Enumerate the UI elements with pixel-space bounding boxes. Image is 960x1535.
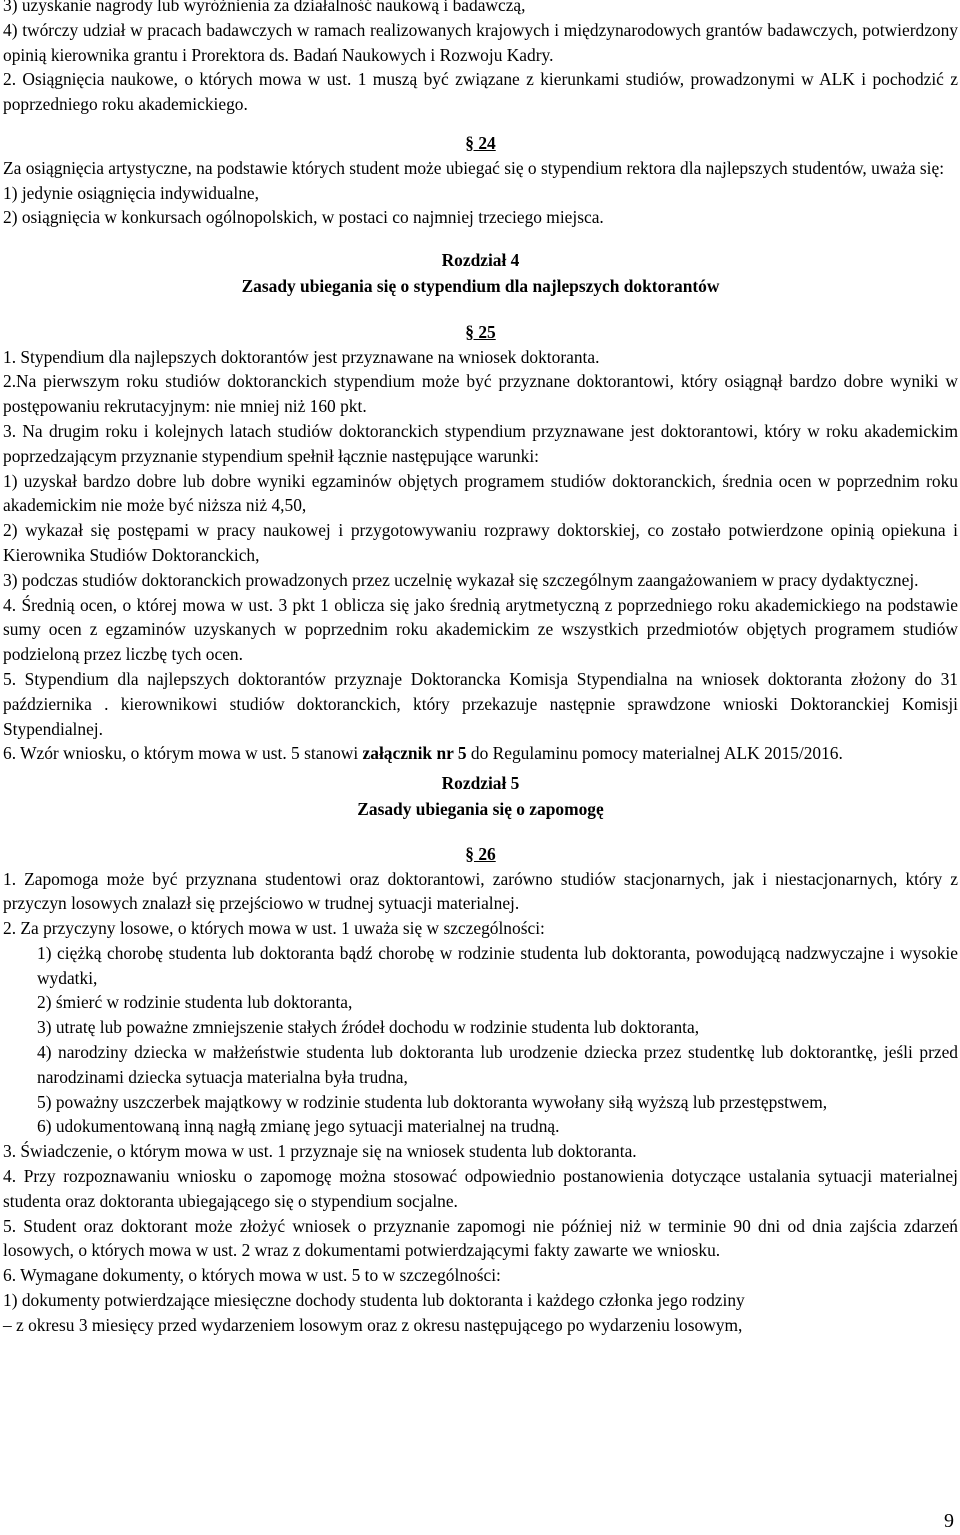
list-item: 3) uzyskanie nagrody lub wyróżnienia za działalność naukową i badawczą,	[3, 0, 526, 15]
list-item: 4) twórczy udział w pracach badawczych w ramach realizowanych krajowych i międzynarodowych grantów badawczych, potwierdzony opinią kierownika grantu i Prorektora ds. Badań Naukowych i Rozwoju Kadry.	[3, 19, 958, 65]
chapter-title: Rozdział 4	[441, 250, 520, 271]
paragraph: 1. Zapomoga może być przyznana studentowi oraz doktorantowi, zarówno studiów stacjonarnych, jak i niestacjonarnych, który z przyczyn losowych znalazł się przejściowo w trudnej sytuacji materialnej.	[3, 868, 958, 914]
paragraph: 3. Świadczenie, o którym mowa w ust. 1 przyznaje się na wniosek studenta lub doktoranta.	[3, 1141, 637, 1162]
paragraph: 1. Stypendium dla najlepszych doktorantów jest przyznawane na wniosek doktoranta.	[3, 346, 600, 367]
list-item: 2) osiągnięcia w konkursach ogólnopolskich, w postaci co najmniej trzeciego miejsca.	[3, 207, 604, 228]
text-span: do Regulaminu pomocy materialnej ALK 2015/2016.	[466, 743, 843, 764]
paragraph: 3. Na drugim roku i kolejnych latach studiów doktoranckich stypendium przyznawane jest doktorantowi, który w roku akademickim poprzedzającym przyznanie stypendium spełnił łącznie następujące warunki:	[3, 420, 958, 466]
list-item: 3) podczas studiów doktoranckich prowadzonych przez uczelnię wykazał się szczególnym zaangażowaniem w pracy dydaktycznej.	[3, 569, 919, 590]
list-item: 1) ciężką chorobę studenta lub doktoranta bądź chorobę w rodzinie studenta lub doktoranta, powodującą nadzwyczajne i wysokie wydatki,	[37, 942, 958, 988]
paragraph: 5. Stypendium dla najlepszych doktorantów przyznaje Doktorancka Komisja Stypendialna na wniosek doktoranta złożony do 31 października . kierownikowi studiów doktoranckich, który przekazuje następnie sprawdzone wnioski Doktoranckiej Komisji Stypendialnej.	[3, 668, 958, 739]
list-item: 2) wykazał się postępami w pracy naukowej i przygotowywaniu rozprawy doktorskiej, co zostało potwierdzone opinią opiekuna i Kierownika Studiów Doktoranckich,	[3, 520, 958, 565]
list-item: – z okresu 3 miesięcy przed wydarzeniem losowym oraz z okresu następującego po wydarzeniu losowym,	[3, 1314, 743, 1335]
list-item: 4) narodziny dziecka w małżeństwie studenta lub doktoranta lub urodzenie dziecka przez studentkę lub doktorantkę, jeśli przed narodzinami dziecka sytuacja materialna była trudna,	[37, 1042, 958, 1087]
section-number: § 25	[465, 321, 496, 342]
section-number: § 26	[465, 843, 496, 864]
paragraph: 2.Na pierwszym roku studiów doktoranckich stypendium może być przyznane doktorantowi, który osiągnął bardzo dobre wyniki w postępowaniu rekrutacyjnym: nie mniej niż 160 pkt.	[3, 371, 958, 417]
list-item: 3) utratę lub poważne zmniejszenie stałych źródeł dochodu w rodzinie studenta lub doktoranta,	[37, 1017, 700, 1038]
paragraph	[3, 741, 958, 766]
attachment-reference: załącznik nr 5	[362, 743, 467, 764]
list-item: 1) jedynie osiągnięcia indywidualne,	[3, 182, 259, 203]
document-page	[3, 0, 958, 1535]
paragraph: Za osiągnięcia artystyczne, na podstawie których student może ubiegać się o stypendium rektora dla najlepszych studentów, uważa się:	[3, 157, 945, 178]
chapter-subtitle: Zasady ubiegania się o zapomogę	[357, 798, 604, 819]
paragraph: 6. Wymagane dokumenty, o których mowa w ust. 5 to w szczególności:	[3, 1265, 501, 1286]
list-item: 2) śmierć w rodzinie studenta lub doktoranta,	[37, 992, 353, 1013]
list-item: 1) uzyskał bardzo dobre lub dobre wyniki egzaminów objętych programem studiów doktoranckich, średnia ocen w poprzednim roku akademickim nie może być niższa niż 4,50,	[3, 470, 958, 516]
paragraph: 5. Student oraz doktorant może złożyć wniosek o przyznanie zapomogi nie później niż w terminie 90 dni od dnia zajścia zdarzeń losowych, o których mowa w ust. 2 wraz z dokumentami potwierdzającymi fakty zawarte we wniosku.	[3, 1215, 958, 1261]
paragraph: 2. Osiągnięcia naukowe, o których mowa w ust. 1 muszą być związane z kierunkami studiów, prowadzonymi w ALK i pochodzić z poprzedniego roku akademickiego.	[3, 69, 958, 115]
list-item: 6) udokumentowaną inną nagłą zmianę jego sytuacji materialnej na trudną.	[37, 1116, 560, 1137]
paragraph: 4. Przy rozpoznawaniu wniosku o zapomogę można stosować odpowiednio postanowienia dotyczące ustalania sytuacji materialnej studenta oraz doktoranta ubiegającego się o stypendium socjalne.	[3, 1166, 958, 1211]
section-number: § 24	[465, 132, 496, 153]
paragraph: 4. Średnią ocen, o której mowa w ust. 3 pkt 1 oblicza się jako średnią arytmetyczną z poprzedniego roku akademickiego na podstawie sumy ocen z egzaminów uzyskanych w poprzednim roku akademickim ze wszystkich przedmiotów objętych programem studiów podzieloną przez liczbę tych ocen.	[3, 594, 958, 665]
text-span: 6. Wzór wniosku, o którym mowa w ust. 5 stanowi	[3, 743, 363, 764]
page-number: 9	[944, 1510, 954, 1532]
list-item: 1) dokumenty potwierdzające miesięczne dochody studenta lub doktoranta i każdego członka jego rodziny	[3, 1290, 745, 1311]
chapter-title: Rozdział 5	[441, 773, 520, 794]
chapter-subtitle: Zasady ubiegania się o stypendium dla najlepszych doktorantów	[241, 275, 720, 296]
paragraph: 2. Za przyczyny losowe, o których mowa w ust. 1 uważa się w szczególności:	[3, 918, 545, 939]
list-item: 5) poważny uszczerbek majątkowy w rodzinie studenta lub doktoranta wywołany siłą wyższą lub przestępstwem,	[37, 1091, 828, 1112]
